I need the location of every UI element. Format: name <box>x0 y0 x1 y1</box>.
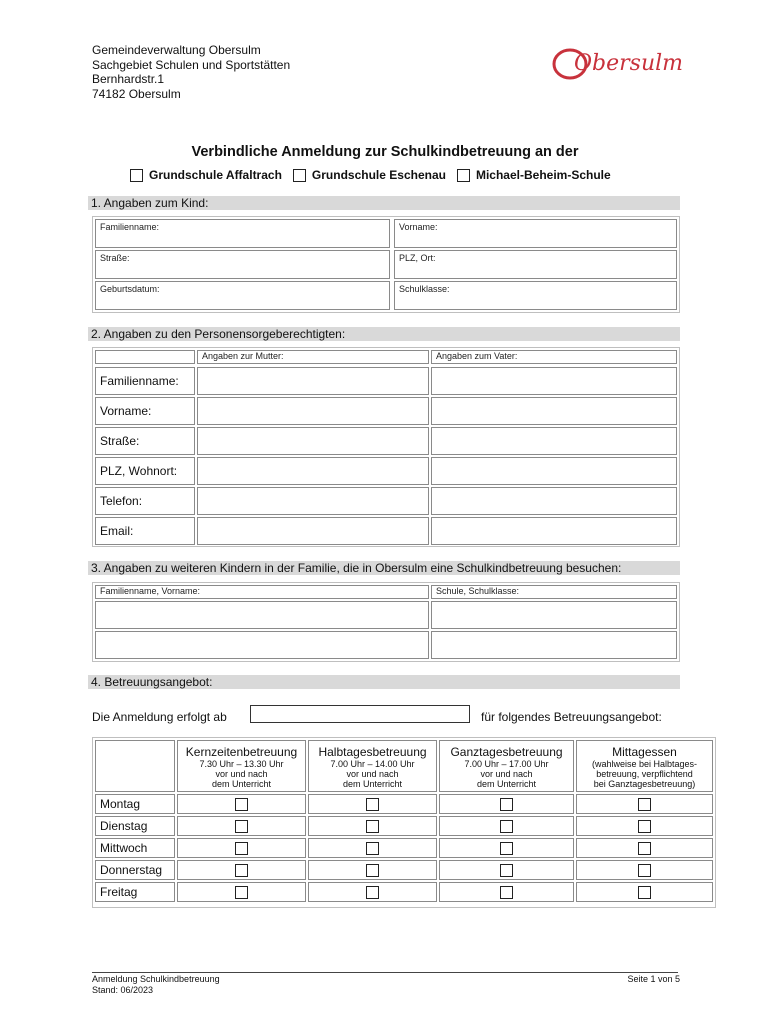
care-checkbox[interactable] <box>638 886 651 899</box>
offer-cell <box>308 860 437 880</box>
school-checkbox[interactable] <box>130 169 143 182</box>
offer-cell <box>308 816 437 836</box>
address-line: Bernhardstr.1 <box>92 72 165 86</box>
offer-cell <box>177 816 306 836</box>
mother-phone-field[interactable] <box>197 487 429 515</box>
school-label: Grundschule Eschenau <box>311 168 446 182</box>
offer-label: für folgendes Betreuungsangebot: <box>481 710 662 724</box>
father-street-field[interactable] <box>431 427 677 455</box>
sibling-school-field[interactable] <box>431 631 677 659</box>
school-selection <box>130 168 622 182</box>
sibling-school-header <box>431 585 677 599</box>
guardian-row-label: PLZ, Wohnort: <box>95 457 195 485</box>
column-label: Schule, Schulklasse: <box>436 586 520 596</box>
field-label: Vorname: <box>399 222 438 232</box>
care-checkbox[interactable] <box>366 886 379 899</box>
section-heading: 4. Betreuungsangebot: <box>88 675 680 689</box>
offer-cell <box>576 882 713 902</box>
father-email-field[interactable] <box>431 517 677 545</box>
field-label: Straße: <box>100 253 130 263</box>
field-label: Schulklasse: <box>399 284 450 294</box>
child-info-table <box>92 216 680 313</box>
offer-cell <box>576 860 713 880</box>
care-offer-table <box>92 737 716 908</box>
logo-wordmark: Obersulm <box>574 51 684 76</box>
school-option[interactable] <box>130 168 282 182</box>
offer-cell <box>177 860 306 880</box>
form-title: Verbindliche Anmeldung zur Schulkindbetreuung an der <box>191 144 579 160</box>
offer-title: Halbtagesbetreuung <box>318 745 427 759</box>
address-line: Sachgebiet Schulen und Sportstätten <box>92 57 291 72</box>
offer-detail: vor und nach <box>480 769 533 779</box>
offer-cell <box>576 838 713 858</box>
mother-family-name-field[interactable] <box>197 367 429 395</box>
sibling-name-field[interactable] <box>95 601 429 629</box>
father-family-name-field[interactable] <box>431 367 677 395</box>
care-checkbox[interactable] <box>235 886 248 899</box>
offer-detail: dem Unterricht <box>342 779 403 789</box>
mother-first-name-field[interactable] <box>197 397 429 425</box>
care-checkbox[interactable] <box>366 842 379 855</box>
offer-detail: 7.30 Uhr – 13.30 Uhr <box>199 759 284 769</box>
offer-cell <box>308 882 437 902</box>
footer-page-number: Seite 1 von 5 <box>627 974 680 984</box>
offer-title: Kernzeitenbetreuung <box>185 745 298 759</box>
start-date-input[interactable] <box>250 705 470 723</box>
care-checkbox[interactable] <box>366 864 379 877</box>
offer-detail: bei Ganztagesbetreuung) <box>593 779 696 789</box>
care-checkbox[interactable] <box>235 864 248 877</box>
school-option[interactable] <box>293 168 446 182</box>
guardian-header-blank <box>95 350 195 364</box>
start-date-label: Die Anmeldung erfolgt ab <box>92 710 227 724</box>
care-checkbox[interactable] <box>638 864 651 877</box>
child-class-field[interactable] <box>394 281 677 310</box>
offer-detail: 7.00 Uhr – 17.00 Uhr <box>464 759 549 769</box>
offer-title: Mittagessen <box>612 745 677 759</box>
offer-detail: dem Unterricht <box>211 779 272 789</box>
field-label: PLZ, Ort: <box>399 253 436 263</box>
offer-detail: (wahlweise bei Halbtages- <box>591 759 698 769</box>
father-zip-city-field[interactable] <box>431 457 677 485</box>
care-checkbox[interactable] <box>638 798 651 811</box>
offer-cell <box>439 816 574 836</box>
offer-column-header <box>177 740 306 792</box>
section-heading: 1. Angaben zum Kind: <box>88 196 680 210</box>
care-checkbox[interactable] <box>366 820 379 833</box>
offer-detail: dem Unterricht <box>476 779 537 789</box>
guardian-row-label: Vorname: <box>95 397 195 425</box>
sibling-name-header <box>95 585 429 599</box>
guardian-row-label: Email: <box>95 517 195 545</box>
mother-column-header <box>197 350 429 364</box>
day-label: Dienstag <box>95 816 175 836</box>
footer-left <box>92 974 220 996</box>
day-header-blank <box>95 740 175 792</box>
father-first-name-field[interactable] <box>431 397 677 425</box>
guardian-row-label: Straße: <box>95 427 195 455</box>
child-street-field[interactable] <box>95 250 390 279</box>
footer-divider <box>92 972 678 973</box>
day-label: Mittwoch <box>95 838 175 858</box>
offer-cell <box>308 838 437 858</box>
offer-title: Ganztagesbetreuung <box>450 745 563 759</box>
care-checkbox[interactable] <box>500 842 513 855</box>
care-checkbox[interactable] <box>500 820 513 833</box>
offer-cell <box>439 838 574 858</box>
guardian-row-label: Familienname: <box>95 367 195 395</box>
guardian-row-label: Telefon: <box>95 487 195 515</box>
care-checkbox[interactable] <box>235 820 248 833</box>
offer-detail: betreuung, verpflichtend <box>596 769 693 779</box>
offer-column-header <box>308 740 437 792</box>
school-label: Michael-Beheim-Schule <box>475 168 611 182</box>
offer-cell <box>177 794 306 814</box>
offer-cell <box>177 838 306 858</box>
guardian-table <box>92 347 680 547</box>
footer-stand: Stand: 06/2023 <box>92 985 154 995</box>
day-label: Montag <box>95 794 175 814</box>
offer-detail: vor und nach <box>346 769 399 779</box>
care-checkbox[interactable] <box>235 798 248 811</box>
offer-cell <box>439 860 574 880</box>
offer-cell <box>177 882 306 902</box>
column-label: Familienname, Vorname: <box>100 586 201 596</box>
care-checkbox[interactable] <box>638 820 651 833</box>
care-checkbox[interactable] <box>235 842 248 855</box>
mother-zip-city-field[interactable] <box>197 457 429 485</box>
care-checkbox[interactable] <box>366 798 379 811</box>
care-checkbox[interactable] <box>500 864 513 877</box>
school-checkbox[interactable] <box>293 169 306 182</box>
offer-cell <box>576 816 713 836</box>
field-label: Familienname: <box>100 222 160 232</box>
offer-cell <box>439 882 574 902</box>
child-birthdate-field[interactable] <box>95 281 390 310</box>
offer-column-header <box>576 740 713 792</box>
school-option[interactable] <box>457 168 611 182</box>
offer-cell <box>576 794 713 814</box>
child-first-name-field[interactable] <box>394 219 677 248</box>
mother-street-field[interactable] <box>197 427 429 455</box>
father-column-header <box>431 350 677 364</box>
section-heading: 2. Angaben zu den Personensorgeberechtigten: <box>88 327 680 341</box>
sibling-name-field[interactable] <box>95 631 429 659</box>
offer-detail: vor und nach <box>215 769 268 779</box>
footer-doc-name: Anmeldung Schulkindbetreuung <box>92 974 220 984</box>
address-line: 74182 Obersulm <box>92 86 181 101</box>
care-checkbox[interactable] <box>638 842 651 855</box>
mother-email-field[interactable] <box>197 517 429 545</box>
sibling-school-field[interactable] <box>431 601 677 629</box>
father-phone-field[interactable] <box>431 487 677 515</box>
field-label: Geburtsdatum: <box>100 284 160 294</box>
day-label: Donnerstag <box>95 860 175 880</box>
siblings-table <box>92 582 680 662</box>
section-heading: 3. Angaben zu weiteren Kindern in der Familie, die in Obersulm eine Schulkindbetreuung besuchen: <box>88 561 680 575</box>
column-label: Angaben zur Mutter: <box>202 351 284 361</box>
care-checkbox[interactable] <box>500 798 513 811</box>
offer-detail: 7.00 Uhr – 14.00 Uhr <box>330 759 415 769</box>
address-line: Gemeindeverwaltung Obersulm <box>92 43 261 57</box>
offer-column-header <box>439 740 574 792</box>
offer-cell <box>439 794 574 814</box>
obersulm-logo <box>548 40 684 84</box>
school-checkbox[interactable] <box>457 169 470 182</box>
care-checkbox[interactable] <box>500 886 513 899</box>
school-label: Grundschule Affaltrach <box>149 168 282 182</box>
column-label: Angaben zum Vater: <box>436 351 518 361</box>
sender-address <box>92 43 290 101</box>
child-zip-city-field[interactable] <box>394 250 677 279</box>
day-label: Freitag <box>95 882 175 902</box>
child-family-name-field[interactable] <box>95 219 390 248</box>
offer-cell <box>308 794 437 814</box>
